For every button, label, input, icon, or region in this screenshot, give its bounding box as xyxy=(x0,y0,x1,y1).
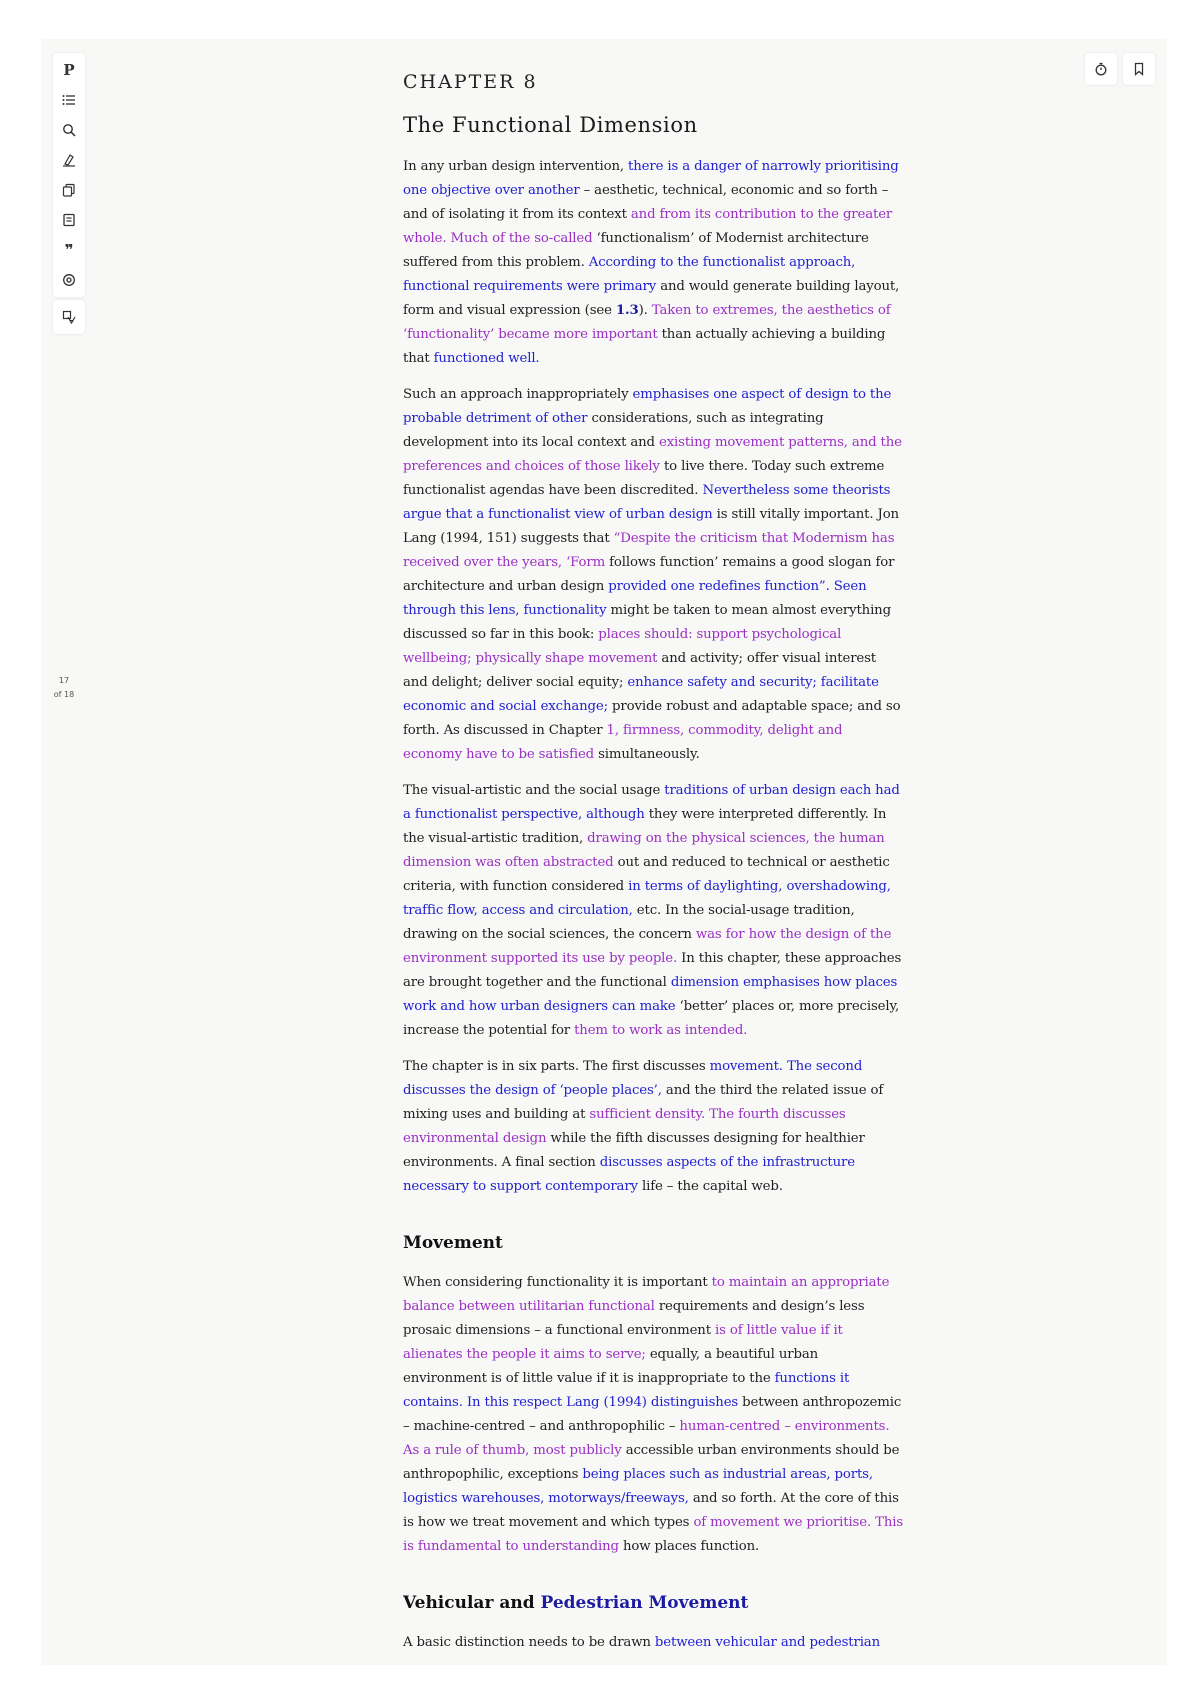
text-run: 1, firmness, commodity, delight and economy have to be satisfied xyxy=(403,723,843,762)
left-toolbar xyxy=(53,53,85,334)
search-icon xyxy=(62,123,76,137)
text-run: and from its contribution to the greater whole. Much of the so-called xyxy=(403,207,893,246)
text-run: sufficient density. The fourth discusses environmental design xyxy=(403,1107,846,1146)
text-run: and would generate building layout, form and visual expression (see xyxy=(403,279,900,318)
text-run: “Despite the criticism that Modernism has received over the years, ‘Form xyxy=(403,531,895,570)
translate-button[interactable] xyxy=(53,302,85,332)
paragraph-1 xyxy=(403,155,903,371)
timer-icon xyxy=(1094,62,1108,76)
search-button[interactable] xyxy=(53,115,85,145)
text-run: considerations, such as integrating development into its local context and xyxy=(403,411,824,450)
app-logo-button[interactable]: P xyxy=(63,61,75,79)
paragraph-2 xyxy=(403,383,903,767)
text-run: life – the capital web. xyxy=(637,1179,783,1194)
figure-reference-link[interactable]: 1.3 xyxy=(615,303,639,318)
current-page: 17 xyxy=(58,676,70,685)
text-run: provided one redefines function”. Seen through this lens, functionality xyxy=(403,579,867,618)
text-run: functioned well. xyxy=(433,351,540,366)
text-run: and activity; offer visual interest and delight; deliver social equity; xyxy=(403,651,876,690)
text-run: between anthropozemic – machine-centred – and anthropophilic – xyxy=(403,1395,902,1434)
text-run: functions it contains. In this respect Lang (1994) distinguishes xyxy=(403,1371,850,1410)
text-run: being places such as industrial areas, ports, logistics warehouses, motorways/freeways, xyxy=(403,1467,873,1506)
text-run: equally, a beautiful urban environment is of little value if it is inappropriate to the xyxy=(403,1347,819,1386)
text-run: and the third the related issue of mixing uses and building at xyxy=(403,1083,884,1122)
chapter-label: CHAPTER 8 xyxy=(403,71,538,93)
bookmark-button[interactable] xyxy=(1123,53,1155,85)
text-run: discusses aspects of the infrastructure necessary to support contemporary xyxy=(403,1155,855,1194)
quote-button[interactable] xyxy=(53,235,85,265)
text-run: while the fifth discusses designing for healthier environments. A final section xyxy=(403,1131,865,1170)
total-pages: of 18 xyxy=(53,690,75,699)
paragraph-3 xyxy=(403,779,903,1043)
text-run: In any urban design intervention, xyxy=(403,159,629,174)
section-heading-movement xyxy=(403,1233,903,1253)
text-run: might be taken to mean almost everything discussed so far in this book: xyxy=(403,603,891,642)
text-run: The chapter is in six parts. The first discusses xyxy=(403,1059,710,1074)
text-run: how places function. xyxy=(618,1539,760,1554)
contents-button[interactable] xyxy=(53,85,85,115)
text-run: to live there. Today such extreme functionalist agendas have been discredited. xyxy=(403,459,885,498)
chapter-title: The Functional Dimension xyxy=(403,113,698,137)
paragraph-4 xyxy=(403,1055,903,1199)
section-heading-vehicular xyxy=(403,1593,903,1613)
text-run: and so forth. At the core of this is how we treat movement and which types xyxy=(403,1491,899,1530)
text-run: follows function’ remains a good slogan for architecture and urban design xyxy=(403,555,895,594)
text-run: accessible urban environments should be anthropophilic, exceptions xyxy=(403,1443,900,1482)
toolbar-main-group xyxy=(53,53,85,297)
quote-icon: ❞ xyxy=(64,241,74,259)
text-run: is of little value if it alienates the people it aims to serve; xyxy=(403,1323,843,1362)
text-run: they were interpreted differently. In the visual-artistic tradition, xyxy=(403,807,887,846)
text-run: ). xyxy=(638,303,652,318)
text-run: Taken to extremes, the aesthetics of ‘functionality’ became more important xyxy=(403,303,891,342)
text-run: out and reduced to technical or aesthetic criteria, with function considered xyxy=(403,855,890,894)
text-run: there is a danger of narrowly prioritising one objective over another xyxy=(403,159,899,198)
timer-button[interactable] xyxy=(1085,53,1117,85)
text-run: traditions of urban design each had a functionalist perspective, although xyxy=(403,783,900,822)
bookmark-icon xyxy=(1132,62,1146,76)
text-run: Such an approach inappropriately xyxy=(403,387,633,402)
text-run: human-centred – environments. As a rule of thumb, most publicly xyxy=(403,1419,890,1458)
section-heading-text: Movement xyxy=(403,1233,503,1253)
top-right-controls xyxy=(1085,53,1155,85)
text-run: In this chapter, these approaches are brought together and the functional xyxy=(403,951,902,990)
text-run: simultaneously. xyxy=(594,747,700,762)
settings-button[interactable] xyxy=(53,265,85,295)
text-run: them to work as intended. xyxy=(574,1023,748,1038)
text-run: existing movement patterns, and the preferences and choices of those likely xyxy=(403,435,902,474)
text-run: between vehicular and pedestrian xyxy=(654,1635,880,1650)
chapter-content xyxy=(403,59,903,1667)
page-indicator xyxy=(51,674,77,702)
text-run: A basic distinction needs to be drawn xyxy=(403,1635,655,1650)
text-run: than actually achieving a building that xyxy=(403,327,886,366)
text-run: dimension emphasises how places work and how urban designers can make xyxy=(403,975,898,1014)
toolbar-extra-group xyxy=(53,300,85,334)
text-run: provide robust and adaptable space; and so forth. As discussed in Chapter xyxy=(403,699,901,738)
text-run: places should: support psychological wellbeing; physically shape movement xyxy=(403,627,842,666)
text-run: When considering functionality it is important xyxy=(403,1275,712,1290)
text-run: – aesthetic, technical, economic and so forth – and of isolating it from its context xyxy=(403,183,889,222)
text-run: in terms of daylighting, overshadowing, traffic flow, access and circulation, xyxy=(403,879,891,918)
paragraph-5 xyxy=(403,1271,903,1559)
text-run: was for how the design of the environment supported its use by people. xyxy=(403,927,892,966)
paragraph-6 xyxy=(403,1631,903,1655)
contents-icon xyxy=(62,93,76,107)
text-run: drawing on the physical sciences, the human dimension was often abstracted xyxy=(403,831,885,870)
section-heading-text: Pedestrian Movement xyxy=(540,1593,749,1613)
text-run: ‘better’ places or, more precisely, increase the potential for xyxy=(403,999,900,1038)
text-run: enhance safety and security; facilitate economic and social exchange; xyxy=(403,675,879,714)
text-run: requirements and design’s less prosaic dimensions – a functional environment xyxy=(403,1299,865,1338)
highlight-button[interactable] xyxy=(53,145,85,175)
text-run: is still vitally important. Jon Lang (1994, 151) suggests that xyxy=(403,507,899,546)
settings-icon xyxy=(62,273,76,287)
copy-button[interactable] xyxy=(53,175,85,205)
translate-icon xyxy=(62,310,76,324)
notes-button[interactable] xyxy=(53,205,85,235)
text-run: emphasises one aspect of design to the probable detriment of other xyxy=(403,387,892,426)
copy-icon xyxy=(62,183,76,197)
reader-viewport[interactable] xyxy=(41,39,1167,1665)
highlight-icon xyxy=(62,153,76,167)
text-run: to maintain an appropriate balance between utilitarian functional xyxy=(403,1275,890,1314)
text-run: ‘functionalism’ of Modernist architecture suffered from this problem. xyxy=(403,231,869,270)
text-run: According to the functionalist approach, functional requirements were primary xyxy=(403,255,856,294)
text-run: etc. In the social-usage tradition, drawing on the social sciences, the concern xyxy=(403,903,855,942)
text-run: movement. The second discusses the design of ‘people places’, xyxy=(403,1059,863,1098)
notes-icon xyxy=(62,213,76,227)
section-heading-text: Vehicular and xyxy=(403,1593,541,1613)
text-run: The visual-artistic and the social usage xyxy=(403,783,665,798)
text-run: of movement we prioritise. This is fundamental to understanding xyxy=(403,1515,904,1554)
text-run: Nevertheless some theorists argue that a functionalist view of urban design xyxy=(403,483,891,522)
